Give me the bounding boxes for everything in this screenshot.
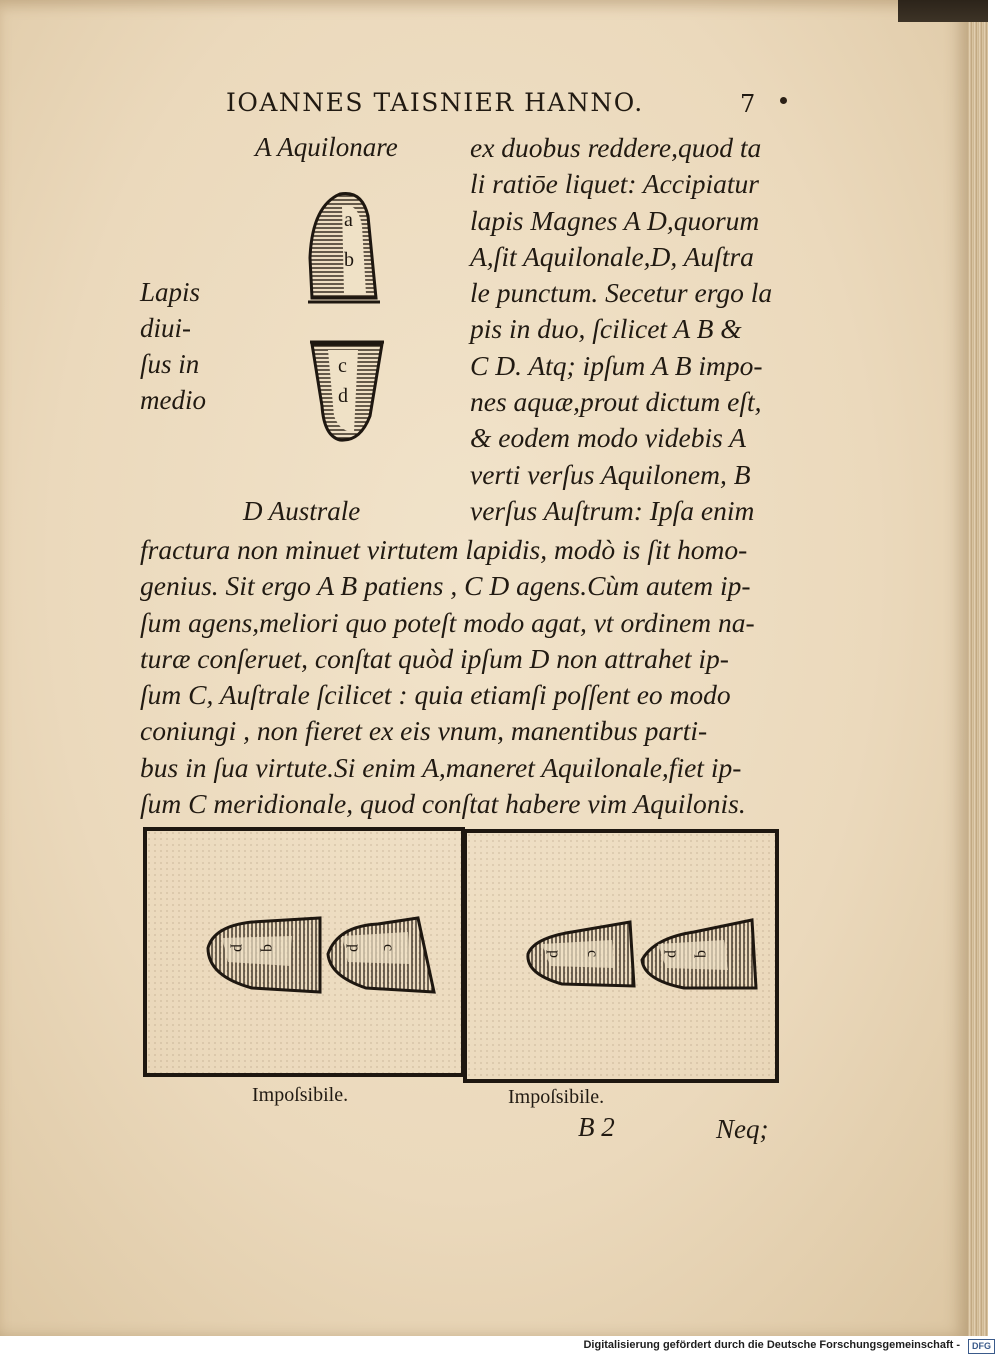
- running-title: IOANNES TAISNIER HANNO.: [226, 88, 644, 117]
- text-line: ex duobus reddere,quod ta: [470, 132, 762, 163]
- right-column-text: [470, 130, 790, 529]
- stone-letter-b: b: [344, 249, 354, 271]
- text-line: bus in ſua virtute.Si enim A,maneret Aquilonale,fiet ip-: [140, 751, 742, 783]
- stone-letter-a: a: [344, 209, 353, 231]
- text-line: lapis Magnes A D,quorum: [470, 204, 760, 236]
- svg-text:q: q: [694, 950, 711, 958]
- dfg-logo: DFG: [968, 1339, 995, 1354]
- page-number: 7: [740, 90, 756, 118]
- woodcut-figure-left: [142, 826, 466, 1078]
- svg-text:c: c: [584, 950, 601, 958]
- text-line: A,ſit Aquilonale,D, Auſtra: [470, 240, 754, 272]
- margin-note-line: diui-: [140, 313, 191, 343]
- figure-caption-right: Impoſsibile.: [508, 1086, 605, 1108]
- binding-band: [898, 0, 988, 22]
- margin-note: [140, 274, 206, 418]
- figure-label-top: A Aquilonare: [255, 132, 398, 162]
- text-line: C D. Atq; ipſum A B impo-: [470, 349, 763, 381]
- funding-credit: Digitalisierung gefördert durch die Deutsche Forschungsgemeinschaft -: [583, 1339, 960, 1351]
- margin-note-line: Lapis: [140, 277, 201, 307]
- text-line: & eodem modo videbis A: [470, 422, 746, 454]
- ornament-dot: [780, 97, 787, 104]
- figure-caption-left: Impoſsibile.: [252, 1084, 349, 1106]
- text-line: coniungi , non fieret ex eis vnum, manentibus parti-: [140, 715, 708, 747]
- stone-letter-d: d: [338, 385, 348, 407]
- lodestone-upper-illustration: [300, 186, 390, 312]
- text-line: ſum agens,meliori quo poteſt modo agat, vt ordinem na-: [140, 606, 755, 638]
- svg-text:q: q: [260, 944, 277, 952]
- margin-note-line: medio: [140, 385, 206, 415]
- catchword: Neq;: [716, 1114, 769, 1144]
- svg-text:p: p: [230, 944, 247, 952]
- lodestone-lower-illustration: [304, 336, 390, 448]
- page-edge: [968, 0, 988, 1336]
- text-line: li ratiōe liquet: Accipiatur: [470, 168, 759, 200]
- figure-label-bottom: D Australe: [243, 496, 361, 526]
- body-text: [140, 532, 790, 822]
- text-line: nes aquæ,prout dictum eſt,: [470, 386, 762, 418]
- text-line: pis in duo, ſcilicet A B &: [470, 313, 742, 345]
- text-line: le punctum. Secetur ergo la: [470, 277, 773, 309]
- signature-mark: B 2: [578, 1112, 615, 1142]
- svg-text:p: p: [546, 950, 563, 958]
- text-line: fractura non minuet virtutem lapidis, modò is ſit homo-: [140, 534, 748, 565]
- svg-text:c: c: [380, 944, 397, 952]
- text-line: ſum C, Auſtrale ſcilicet : quia etiamſi poſſent eo modo: [140, 679, 731, 711]
- text-line: verti verſus Aquilonem, B: [470, 458, 751, 490]
- text-line: ſum C meridionale, quod conſtat habere vim Aquilonis.: [140, 788, 746, 820]
- svg-text:p: p: [664, 950, 681, 958]
- stone-letter-c: c: [338, 355, 347, 377]
- text-line: turæ conſeruet, conſtat quòd ipſum D non attrahet ip-: [140, 642, 729, 674]
- margin-note-line: ſus in: [140, 349, 200, 379]
- text-line: verſus Auſtrum: Ipſa enim: [470, 494, 755, 526]
- text-line: genius. Sit ergo A B patiens , C D agens.Cùm autem ip-: [140, 570, 751, 602]
- svg-text:p: p: [346, 944, 363, 952]
- woodcut-figure-right: [462, 828, 780, 1084]
- footer-bar: [0, 1336, 1000, 1356]
